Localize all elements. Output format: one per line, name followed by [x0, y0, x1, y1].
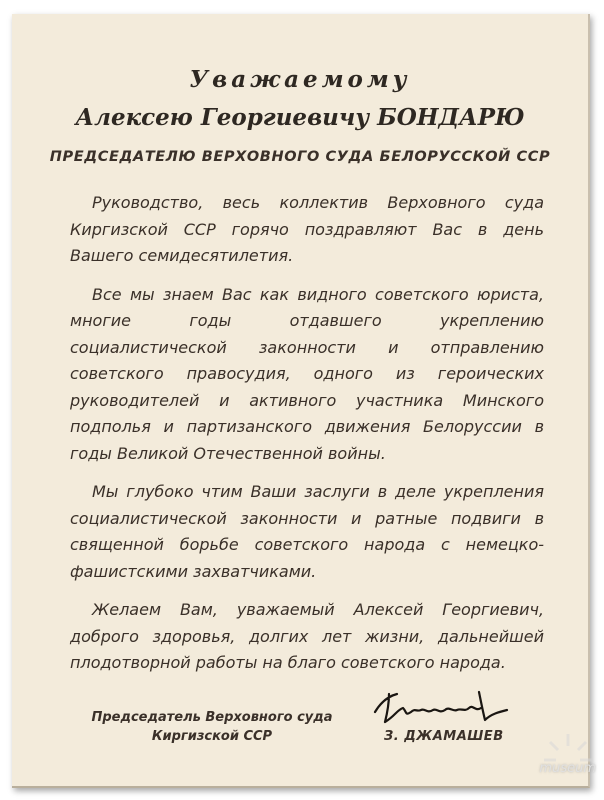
- paragraph: Желаем Вам, уважаемый Алексей Георгиевич, доброго здоровья, долгих лет жизни, дальнейшей плодотворной работы на благо советского народа.: [70, 600, 544, 672]
- addressee-name: Алексею Георгиевичу БОНДАРЮ: [75, 104, 525, 131]
- handwritten-signature: [367, 682, 517, 732]
- addressee-position: ПРЕДСЕДАТЕЛЮ ВЕРХОВНОГО СУДА БЕЛОРУССКОЙ ССР: [49, 149, 551, 165]
- museum-watermark-icon: [536, 726, 600, 790]
- signatory-title: [82, 708, 342, 746]
- paragraph: Мы глубоко чтим Ваши заслуги в деле укрепления социалистической законности и ратные подвиги в священной борьбе советского народа с немецко-фашистскими захватчиками.: [70, 482, 544, 581]
- signatory-title-line: Председатель Верховного суда: [91, 710, 333, 725]
- signatory-title-line: Киргизской ССР: [151, 729, 273, 744]
- letter-body: [70, 190, 544, 689]
- paragraph: Руководство, весь коллектив Верховного суда Киргизской ССР горячо поздравляют Вас в день Вашего семидесятилетия.: [70, 193, 544, 265]
- salutation: Уважаемому: [189, 66, 411, 93]
- letter-page: [12, 14, 590, 788]
- signatory-name: З. ДЖАМАШЕВ: [384, 729, 504, 744]
- paragraph: Все мы знаем Вас как видного советского юриста, многие годы отдавшего укреплению социалистической законности и отправлению советского правосудия, одного из героических руководителей и активного участника Минского подполья и партизанского движения Белоруссии в годы Великой Отечественной войны.: [70, 284, 544, 463]
- watermark-text: museum: [539, 761, 596, 776]
